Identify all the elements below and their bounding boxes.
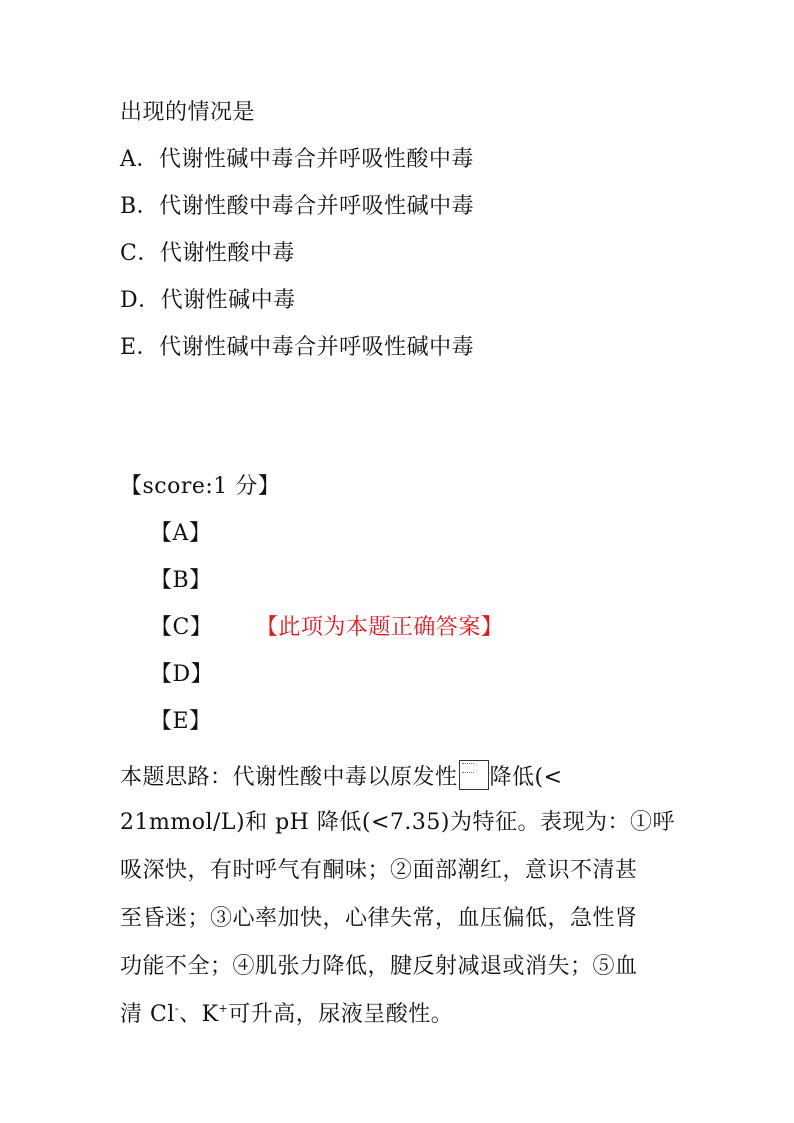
- answer-label: 【D】: [150, 662, 214, 687]
- answer-label: 【B】: [150, 568, 212, 593]
- score-label: 【score:1 分】: [120, 474, 281, 499]
- correct-answer-note: 【此项为本题正确答案】: [255, 615, 504, 640]
- option-letter: E．: [120, 335, 160, 360]
- option-text: 代谢性碱中毒合并呼吸性碱中毒: [159, 335, 475, 360]
- option-letter: A．: [120, 147, 159, 172]
- option-c: [120, 239, 295, 269]
- option-d: [120, 286, 296, 316]
- option-a: [120, 145, 474, 175]
- option-text: 代谢性酸中毒: [159, 241, 295, 266]
- explanation-line-5: 功能不全；④肌张力降低，腱反射减退或消失；⑤血: [120, 954, 638, 979]
- option-e: [120, 333, 474, 363]
- superscript-minus: -: [174, 1002, 180, 1015]
- option-letter: B．: [120, 194, 160, 219]
- explanation-line-4: 至昏迷；③心率加快，心律失常，血压偏低，急性肾: [120, 906, 638, 931]
- question-stem-tail: 出现的情况是: [120, 100, 256, 125]
- answer-a: [150, 519, 211, 549]
- option-text: 代谢性碱中毒合并呼吸性酸中毒: [158, 147, 474, 172]
- answer-label: 【A】: [150, 521, 212, 546]
- explanation-line-3: 吸深快，有时呼气有酮味；②面部潮红，意识不清甚: [120, 858, 638, 883]
- missing-image-icon: [459, 760, 489, 790]
- option-text: 代谢性碱中毒: [160, 288, 296, 313]
- option-b: [120, 192, 474, 222]
- explanation-line-6: 清 Cl-、K+可升高，尿液呈酸性。: [120, 1002, 454, 1027]
- explanation-line-2: 21mmol/L)和 pH 降低(<7.35)为特征。表现为：①呼: [120, 810, 675, 835]
- option-letter: D．: [120, 288, 161, 313]
- explanation-line-1: 本题思路：代谢性酸中毒以原发性 降低(<: [120, 760, 563, 793]
- option-text: 代谢性酸中毒合并呼吸性碱中毒: [159, 194, 475, 219]
- superscript-plus: +: [218, 1002, 229, 1015]
- answer-label: 【C】: [150, 615, 213, 640]
- answer-b: [150, 566, 212, 596]
- answer-c: [150, 613, 503, 643]
- answer-d: [150, 660, 213, 690]
- answer-label: 【E】: [150, 709, 212, 734]
- option-letter: C．: [120, 241, 160, 266]
- answer-e: [150, 707, 212, 737]
